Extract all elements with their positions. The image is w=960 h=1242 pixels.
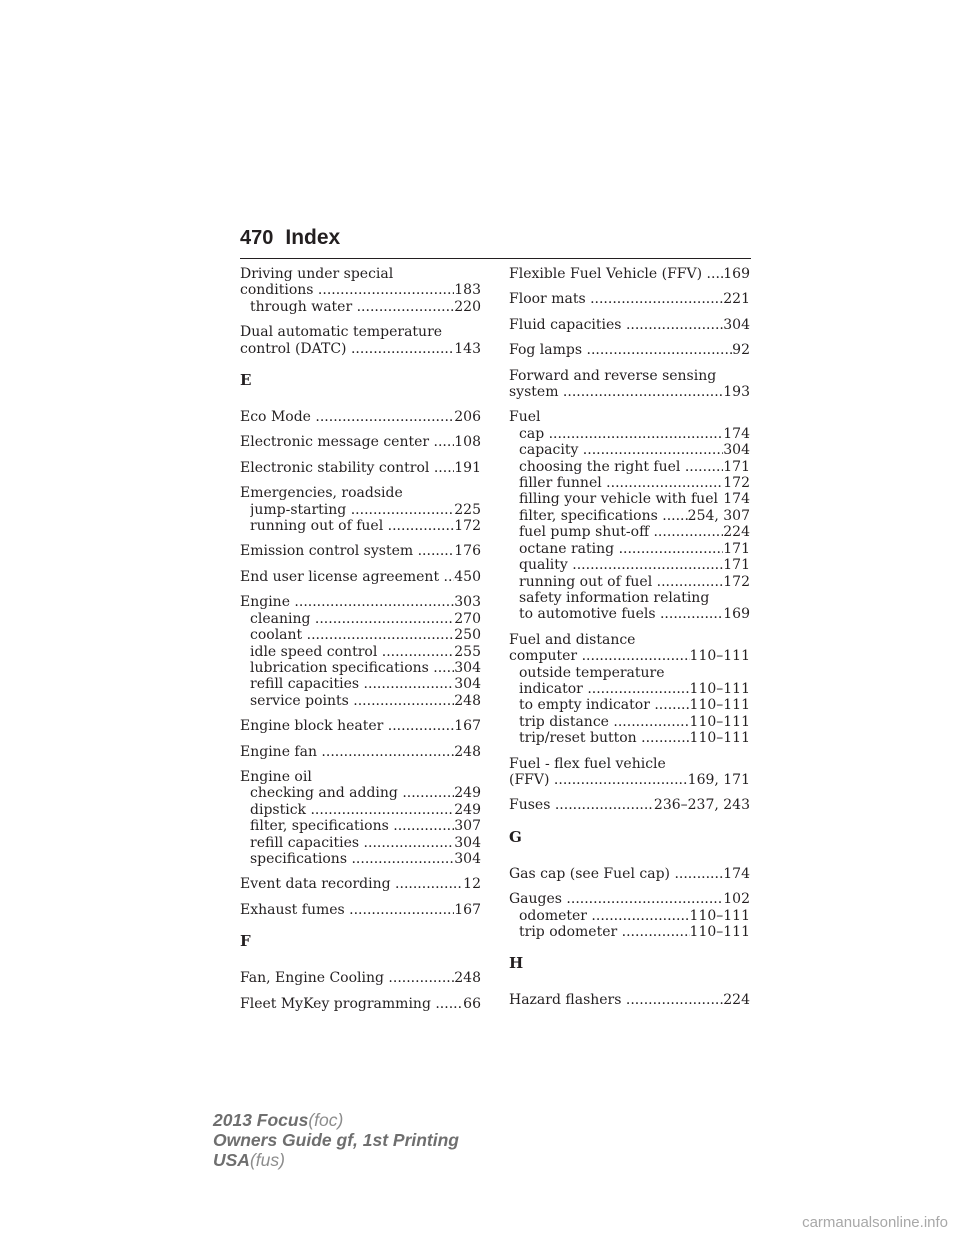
entry-term: Gas cap (see Fuel cap) ..... bbox=[509, 866, 723, 882]
footer-line-3 bbox=[213, 1150, 459, 1170]
index-subentry bbox=[240, 785, 481, 801]
index-line bbox=[240, 434, 481, 450]
entry-term: safety information relating bbox=[519, 589, 710, 606]
entry-term: Floor mats ..... bbox=[509, 291, 723, 307]
index-subentry bbox=[240, 627, 481, 643]
index-subentry bbox=[509, 681, 750, 697]
entry-page-ref: 248 bbox=[454, 692, 481, 709]
entry-term: Fog lamps ..... bbox=[509, 342, 732, 358]
entry-page-ref: 171 bbox=[723, 557, 750, 574]
entry-term: Gauges ..... bbox=[509, 891, 723, 907]
entry-page-ref: 169, 171 bbox=[687, 771, 750, 788]
entry-page-ref: 143 bbox=[454, 340, 481, 357]
watermark: carmanualsonline.info bbox=[802, 1214, 948, 1231]
page-header bbox=[240, 226, 340, 250]
entry-term: Emergencies, roadside bbox=[240, 485, 403, 502]
entry-page-ref: 110–111 bbox=[689, 730, 750, 747]
entry-page-ref: 172 bbox=[723, 475, 750, 492]
index-line bbox=[509, 266, 750, 282]
index-subentry bbox=[509, 665, 750, 681]
entry-page-ref: 304 bbox=[454, 834, 481, 851]
entry-term: filler funnel ..... bbox=[519, 475, 723, 491]
index-subentry bbox=[240, 502, 481, 518]
index-entry bbox=[509, 409, 750, 622]
index-subentry bbox=[509, 475, 750, 491]
index-line bbox=[509, 866, 750, 882]
index-entry bbox=[509, 368, 750, 401]
entry-term: Forward and reverse sensing bbox=[509, 367, 717, 384]
entry-term: Fuel bbox=[509, 409, 541, 426]
entry-page-ref: 220 bbox=[454, 298, 481, 315]
index-subentry bbox=[240, 851, 481, 867]
entry-page-ref: 221 bbox=[723, 291, 750, 308]
entry-page-ref: 270 bbox=[454, 610, 481, 627]
index-entry bbox=[240, 996, 481, 1012]
index-line bbox=[509, 891, 750, 907]
index-subentry bbox=[509, 459, 750, 475]
index-entry bbox=[240, 769, 481, 867]
index-line bbox=[509, 632, 750, 648]
entry-term: Event data recording ..... bbox=[240, 876, 463, 892]
index-column-right bbox=[509, 266, 750, 1018]
index-entry bbox=[509, 891, 750, 940]
index-entry bbox=[240, 876, 481, 892]
index-subentry bbox=[509, 697, 750, 713]
entry-term: Engine ..... bbox=[240, 594, 454, 610]
footer bbox=[213, 1110, 459, 1170]
entry-page-ref: 225 bbox=[454, 501, 481, 518]
index-entry bbox=[240, 970, 481, 986]
index-line bbox=[509, 368, 750, 384]
index-entry bbox=[509, 291, 750, 307]
entry-page-ref: 108 bbox=[454, 434, 481, 451]
index-subentry bbox=[509, 557, 750, 573]
entry-term: cleaning ..... bbox=[250, 611, 454, 627]
entry-term: Fan, Engine Cooling ..... bbox=[240, 970, 454, 986]
entry-term: jump-starting ..... bbox=[250, 502, 454, 518]
index-letter-heading: E bbox=[240, 371, 252, 390]
index-subentry bbox=[240, 818, 481, 834]
entry-page-ref: 224 bbox=[723, 992, 750, 1009]
index-line bbox=[240, 996, 481, 1012]
index-entry bbox=[240, 434, 481, 450]
entry-term: idle speed control ..... bbox=[250, 644, 454, 660]
entry-term: cap ..... bbox=[519, 426, 723, 442]
entry-term: (FFV) ..... bbox=[509, 772, 688, 788]
entry-term: trip distance ..... bbox=[519, 714, 690, 730]
entry-page-ref: 12 bbox=[463, 876, 481, 893]
entry-term: Flexible Fuel Vehicle (FFV) ..... bbox=[509, 266, 723, 282]
index-entry bbox=[509, 632, 750, 747]
entry-term: refill capacities ..... bbox=[250, 835, 454, 851]
entry-term: control (DATC) ..... bbox=[240, 341, 454, 357]
index-column-left bbox=[240, 266, 481, 1021]
entry-term: Emission control system ..... bbox=[240, 543, 454, 559]
index-line bbox=[240, 769, 481, 785]
index-subentry bbox=[509, 606, 750, 622]
index-entry bbox=[509, 342, 750, 358]
entry-term: computer ..... bbox=[509, 648, 690, 664]
entry-page-ref: 102 bbox=[723, 891, 750, 908]
section-title: Index bbox=[285, 226, 341, 249]
index-entry bbox=[240, 744, 481, 760]
index-subentry bbox=[509, 924, 750, 940]
entry-term: Dual automatic temperature bbox=[240, 324, 443, 341]
entry-page-ref: 183 bbox=[454, 282, 481, 299]
entry-page-ref: 167 bbox=[454, 901, 481, 918]
entry-term: fuel pump shut-off ..... bbox=[519, 524, 723, 540]
index-line bbox=[240, 282, 481, 298]
entry-page-ref: 236–237, 243 bbox=[653, 797, 750, 814]
entry-term: Fuel - flex fuel vehicle bbox=[509, 755, 666, 772]
entry-page-ref: 249 bbox=[454, 785, 481, 802]
footer-market: USA bbox=[213, 1150, 250, 1170]
entry-term: dipstick ..... bbox=[250, 802, 454, 818]
index-entry bbox=[240, 543, 481, 559]
index-line bbox=[509, 409, 750, 425]
index-line bbox=[240, 485, 481, 501]
entry-page-ref: 254, 307 bbox=[687, 507, 750, 524]
index-entry bbox=[509, 756, 750, 789]
entry-term: refill capacities ..... bbox=[250, 676, 454, 692]
entry-page-ref: 171 bbox=[723, 458, 750, 475]
entry-page-ref: 167 bbox=[454, 718, 481, 735]
entry-term: running out of fuel ..... bbox=[519, 574, 723, 590]
index-entry bbox=[509, 992, 750, 1008]
entry-term: conditions ..... bbox=[240, 282, 454, 298]
index-subentry bbox=[240, 644, 481, 660]
entry-term: to empty indicator ..... bbox=[519, 697, 690, 713]
index-subentry bbox=[240, 660, 481, 676]
index-line bbox=[509, 756, 750, 772]
index-line bbox=[509, 992, 750, 1008]
entry-page-ref: 172 bbox=[723, 573, 750, 590]
index-line bbox=[240, 409, 481, 425]
index-entry bbox=[240, 409, 481, 425]
entry-term: Exhaust fumes ..... bbox=[240, 902, 454, 918]
index-subentry bbox=[240, 835, 481, 851]
index-subentry bbox=[509, 442, 750, 458]
index-line bbox=[509, 648, 750, 664]
index-line bbox=[240, 460, 481, 476]
index-entry bbox=[240, 485, 481, 534]
index-line bbox=[509, 342, 750, 358]
index-entry bbox=[240, 460, 481, 476]
entry-page-ref: 304 bbox=[454, 676, 481, 693]
index-entry bbox=[509, 797, 750, 813]
entry-page-ref: 110–111 bbox=[689, 648, 750, 665]
footer-line-2 bbox=[213, 1130, 459, 1150]
index-line bbox=[240, 594, 481, 610]
index-entry bbox=[240, 324, 481, 357]
entry-term: system ..... bbox=[509, 384, 723, 400]
index-line bbox=[240, 970, 481, 986]
entry-page-ref: 303 bbox=[454, 594, 481, 611]
entry-term: indicator ..... bbox=[519, 681, 690, 697]
index-subentry bbox=[509, 574, 750, 590]
index-entry bbox=[240, 902, 481, 918]
entry-term: Engine fan ..... bbox=[240, 744, 454, 760]
footer-model-code: (foc) bbox=[308, 1110, 344, 1130]
entry-page-ref: 304 bbox=[723, 442, 750, 459]
index-subentry bbox=[509, 524, 750, 540]
index-line bbox=[240, 266, 481, 282]
entry-term: through water ..... bbox=[250, 299, 454, 315]
entry-term: trip odometer ..... bbox=[519, 924, 690, 940]
footer-model: 2013 Focus bbox=[213, 1110, 309, 1130]
entry-page-ref: 169 bbox=[723, 266, 750, 282]
entry-term: Electronic stability control ..... bbox=[240, 460, 454, 476]
index-subentry bbox=[240, 299, 481, 315]
index-entry bbox=[240, 266, 481, 315]
entry-term: coolant ..... bbox=[250, 627, 454, 643]
entry-page-ref: 450 bbox=[454, 568, 481, 585]
entry-term: service points ..... bbox=[250, 693, 454, 709]
entry-term: Fluid capacities ..... bbox=[509, 317, 723, 333]
index-subentry bbox=[509, 508, 750, 524]
entry-page-ref: 174 bbox=[723, 865, 750, 882]
page-number: 470 bbox=[240, 227, 274, 249]
entry-term: odometer ..... bbox=[519, 908, 690, 924]
entry-page-ref: 304 bbox=[454, 850, 481, 867]
index-subentry bbox=[509, 730, 750, 746]
entry-page-ref: 110–111 bbox=[689, 907, 750, 924]
index-subentry bbox=[240, 802, 481, 818]
footer-line-1 bbox=[213, 1110, 459, 1130]
index-subentry bbox=[240, 693, 481, 709]
entry-page-ref: 304 bbox=[723, 316, 750, 333]
entry-page-ref: 206 bbox=[454, 409, 481, 426]
index-subentry bbox=[509, 714, 750, 730]
index-line bbox=[509, 384, 750, 400]
index-entry bbox=[509, 866, 750, 882]
entry-term: capacity ..... bbox=[519, 442, 723, 458]
index-entry bbox=[509, 266, 750, 282]
entry-page-ref: 172 bbox=[454, 518, 481, 535]
entry-page-ref: 193 bbox=[723, 384, 750, 401]
entry-page-ref: 174 bbox=[723, 425, 750, 442]
entry-term: Fuses ..... bbox=[509, 797, 654, 813]
entry-term: to automotive fuels ..... bbox=[519, 606, 723, 622]
header-rule bbox=[240, 258, 751, 259]
entry-term: Engine oil bbox=[240, 768, 312, 785]
index-subentry bbox=[509, 541, 750, 557]
index-entry bbox=[240, 569, 481, 585]
entry-page-ref: 249 bbox=[454, 801, 481, 818]
entry-term: choosing the right fuel ..... bbox=[519, 459, 723, 475]
index-line bbox=[509, 772, 750, 788]
index-line bbox=[240, 341, 481, 357]
footer-printing: Owners Guide gf, 1st Printing bbox=[213, 1130, 459, 1150]
entry-term: filter, specifications ..... bbox=[519, 508, 688, 524]
entry-term: specifications ..... bbox=[250, 851, 454, 867]
entry-page-ref: 171 bbox=[723, 540, 750, 557]
index-letter-heading: F bbox=[240, 932, 251, 951]
index-line bbox=[509, 797, 750, 813]
entry-page-ref: 250 bbox=[454, 627, 481, 644]
entry-term: Eco Mode ..... bbox=[240, 409, 454, 425]
entry-term: filling your vehicle with fuel ..... bbox=[519, 491, 723, 507]
entry-term: lubrication specifications ..... bbox=[250, 660, 454, 676]
entry-term: running out of fuel ..... bbox=[250, 518, 454, 534]
entry-term: Fleet MyKey programming ..... bbox=[240, 996, 463, 1012]
entry-term: Engine block heater ..... bbox=[240, 718, 454, 734]
entry-page-ref: 110–111 bbox=[689, 697, 750, 714]
entry-page-ref: 176 bbox=[454, 543, 481, 560]
index-entry bbox=[240, 718, 481, 734]
entry-page-ref: 307 bbox=[454, 818, 481, 835]
entry-term: filter, specifications ..... bbox=[250, 818, 454, 834]
entry-page-ref: 110–111 bbox=[689, 924, 750, 940]
entry-page-ref: 224 bbox=[723, 524, 750, 541]
entry-page-ref: 110–111 bbox=[689, 680, 750, 697]
entry-page-ref: 92 bbox=[732, 342, 750, 359]
index-entry bbox=[240, 594, 481, 709]
entry-page-ref: 255 bbox=[454, 643, 481, 660]
index-subentry bbox=[509, 908, 750, 924]
index-line bbox=[240, 543, 481, 559]
index-line bbox=[240, 744, 481, 760]
index-line bbox=[240, 324, 481, 340]
entry-page-ref: 248 bbox=[454, 970, 481, 987]
entry-term: Driving under special bbox=[240, 266, 394, 282]
index-line bbox=[240, 902, 481, 918]
index-line bbox=[240, 876, 481, 892]
entry-page-ref: 174 bbox=[723, 491, 750, 508]
index-entry bbox=[509, 317, 750, 333]
entry-term: Electronic message center ..... bbox=[240, 434, 454, 450]
entry-term: checking and adding ..... bbox=[250, 785, 454, 801]
entry-term: trip/reset button ..... bbox=[519, 730, 690, 746]
index-line bbox=[240, 569, 481, 585]
index-letter-heading: G bbox=[509, 827, 522, 846]
entry-page-ref: 169 bbox=[723, 606, 750, 623]
index-subentry bbox=[240, 518, 481, 534]
index-subentry bbox=[240, 676, 481, 692]
index-line bbox=[509, 291, 750, 307]
entry-term: End user license agreement ..... bbox=[240, 569, 454, 585]
entry-page-ref: 110–111 bbox=[689, 713, 750, 730]
entry-page-ref: 191 bbox=[454, 459, 481, 476]
entry-term: outside temperature bbox=[519, 664, 665, 681]
index-line bbox=[240, 718, 481, 734]
entry-term: Fuel and distance bbox=[509, 631, 636, 648]
entry-term: quality ..... bbox=[519, 557, 723, 573]
index-subentry bbox=[509, 590, 750, 606]
footer-market-code: (fus) bbox=[249, 1150, 285, 1170]
entry-page-ref: 66 bbox=[463, 995, 481, 1012]
entry-term: octane rating ..... bbox=[519, 541, 723, 557]
index-letter-heading: H bbox=[509, 954, 524, 973]
entry-page-ref: 304 bbox=[454, 659, 481, 676]
entry-page-ref: 248 bbox=[454, 743, 481, 760]
entry-term: Hazard flashers ..... bbox=[509, 992, 723, 1008]
index-subentry bbox=[509, 491, 750, 507]
index-subentry bbox=[509, 426, 750, 442]
index-line bbox=[509, 317, 750, 333]
index-subentry bbox=[240, 611, 481, 627]
